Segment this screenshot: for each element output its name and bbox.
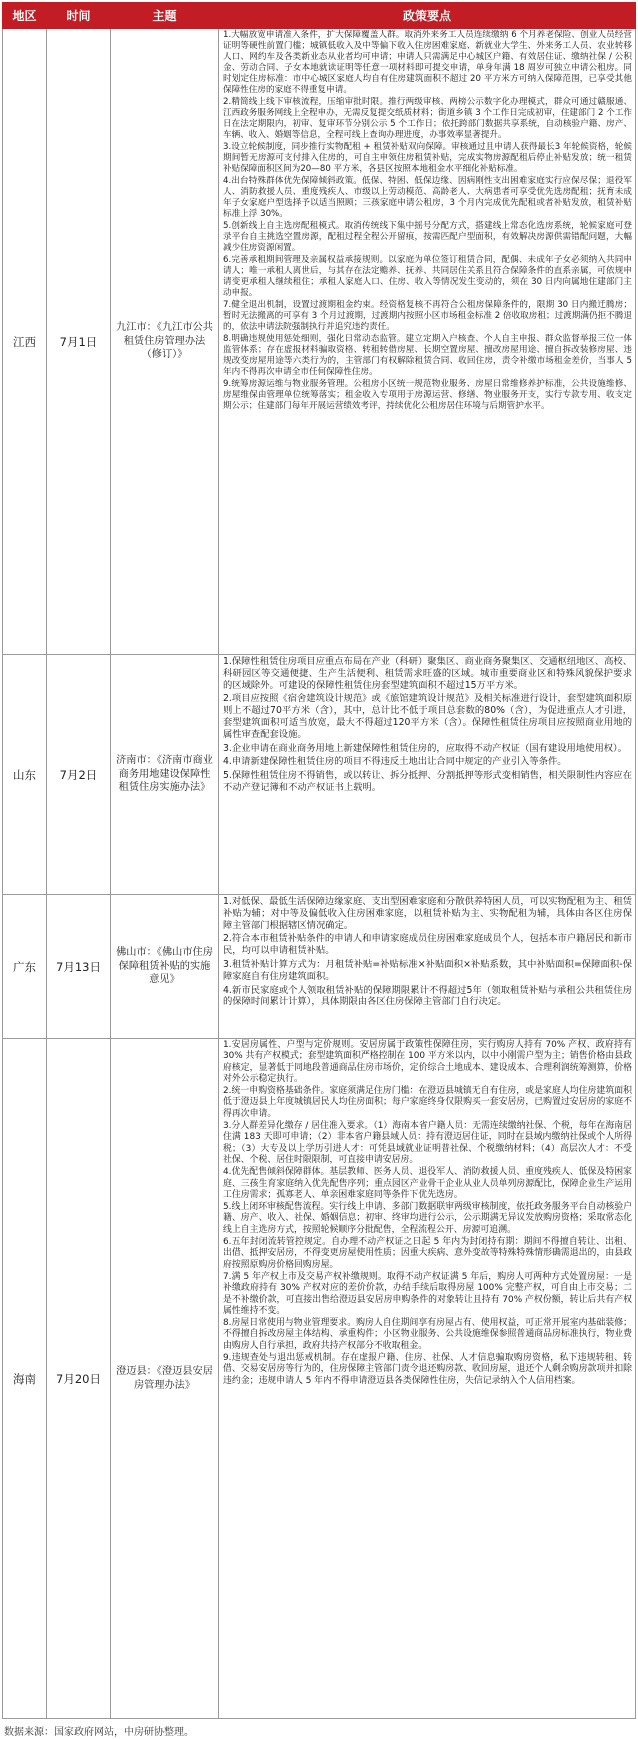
policy-point: 6.五年封闭流转管控规定。自办理不动产权证之日起 5 年内为封闭持有期：期间不得擅自转让、出租、出借、抵押安居房，不得变更房屋使用性质；因重大疾病、意外变故等特殊特殊情形确需退出的，由县政府按照原购房价格回购房屋。 — [223, 1237, 632, 1270]
table-row — [3, 29, 636, 655]
policy-point: 4.出台特殊群体优先保障倾斜政策。低保、特困、低保边缘、因病刚性支出困难家庭实行应保尽保；退役军人、消防救援人员、重度残疾人、市级以上劳动模范、高龄老人、大病患者可享受优先选房配租；抚育未成年子女家庭户型选择予以适当照顾；三孩家庭申请公租房，3 个月内完成优先配租或者补贴发放，租赁补贴标准上浮 30%。 — [223, 176, 632, 219]
policy-point: 9.统筹房源运维与物业服务管理。公租房小区统一规范物业服务、房屋日常维修养护标准，公共设施维修、房屋维保由管理单位统筹落实；租金收入专项用于房源运营、修缮、物业服务开支，实行专款专用、收支定期公示；住建部门每年开展运营绩效考评，持续优化公租房居住环境与后期管护水平。 — [223, 379, 632, 411]
policy-point: 2.精简线上线下审核流程，压缩审批时限。推行两级审核、两榜公示数字化办理模式，群众可通过赣服通、江西政务服务网线上全程申办，无需反复提交纸质材料；街道乡镇 3 个工作日完成初审，住建部门 2 个工作日在法定期限内，初审、复审环节分别公示 5 个工作日；依托跨部门数据共享系统，自动核验户籍、房产、车辆、收入、婚姻等信息，全程可线上查询办理进度，办事效率显著提升。 — [223, 97, 632, 140]
policy-point: 1.安居房属性、户型与定价规则。安居房属于政策性保障住房，实行购房人持有 70% 产权、政府持有 30% 共有产权模式；套型建筑面积严格控制在 100 平方米以内，以中小刚需户型为主；销售价格由县政府核定，显著低于同地段普通商品住房市场价，定价综合土地成本、建设成本、合理利润统筹测算，价格对外公示稳定执行。 — [223, 1040, 632, 1084]
policy-point: 7.满 5 年产权上市及交易产权补缴规则。取得不动产权证满 5 年后，购房人可两种方式处置房屋：一是补缴政府持有 30% 产权对应的差价价款，办结手续后取得房屋 100% 完整产权，可自由上市交易；二是不补缴价款，可直接出售给澄迈县安居房申购条件的对象转让且持有 70% 产权份额，转让后共有产权属性维持不变。 — [223, 1271, 632, 1316]
policy-point: 1.保障性租赁住房项目应重点布局在产业（科研）聚集区、商业商务聚集区、交通枢纽地区、高校、科研园区等交通便捷、生产生活便利、租赁需求旺盛的区域。城市重要商业区和特殊风貌保护要求的区域除外。可建设的保障性租赁住房套型建筑面积不超过15万平方米。 — [223, 656, 632, 691]
date-cell: 7月1日 — [47, 29, 111, 655]
policy-point: 8.明确违规使用惩处细则，强化日常动态监管。建立定期入户核查、个人自主申报、群众监督举报三位一体监管体系；存在虚报材料骗取资格、转租转借房屋、长期空置房屋、擅改房屋用途、擅自拆改装修房屋、违规改变房屋用途等六类行为的，主管部门有权解除租赁合同、收回住房，责令补缴市场租金差价，当事人 5 年内不得再次申请全市任何保障性住房。 — [223, 334, 632, 377]
policy-point: 2.符合本市租赁补贴条件的申请人和申请家庭成员住房困难家庭成员个人，包括本市户籍居民和新市民，均可以申请租赁补贴。 — [223, 933, 632, 957]
policy-point: 5.保障性租赁住房不得销售，或以转让、拆分抵押、分割抵押等形式变相销售，相关限制性内容应在不动产登记簿和不动产权证书上载明。 — [223, 770, 632, 793]
table-row — [3, 895, 636, 1039]
points-cell — [219, 655, 636, 895]
policy-point: 3.设立轮候制度，同步推行实物配租 + 租赁补贴双向保障。审核通过且申请人获得最长3 年轮候资格，轮候期间暂无房源可支付排入住房的，可自主申领住房租赁补贴，完成实物房源配租后停止补贴发放；统一租赁补贴保障面积区间为20—80 平方米，各县区按照本地租金水平细化补贴标准。 — [223, 142, 632, 174]
policy-point: 5.线上闭环审核配售流程。实行线上申请、多部门数据联审两级审核制度，依托政务服务平台自动核验户籍、房产、收入、社保、婚姻信息；初审、终审均进行公示，公示期满无异议发放购房资格；采取常态化线上自主选房方式，按照轮候顺序分批配售，全程流程公开、房源可追溯。 — [223, 1202, 632, 1235]
policy-point: 7.健全退出机制，设置过渡期租金约束。经资格复核不再符合公租房保障条件的，限期 30 日内搬迁腾房；暂时无法搬离的可享有 3 个月过渡期，过渡期内按照小区市场租金标准 2 倍收取房租；过渡期满仍拒不腾退的，依法申请法院强制执行并追究违约责任。 — [223, 300, 632, 332]
points-cell — [219, 895, 636, 1039]
header-points: 政策要点 — [219, 3, 636, 29]
topic-cell: 澄迈县：《澄迈县安居房管理办法》 — [111, 1039, 219, 1719]
header-region: 地区 — [3, 3, 47, 29]
region-cell: 广东 — [3, 895, 47, 1039]
points-cell — [219, 29, 636, 655]
topic-cell: 九江市：《九江市公共租赁住房管理办法（修订）》 — [111, 29, 219, 655]
policy-point: 4.申请新建保障性租赁住房的项目不得违反土地出让合同中规定的产业引入等条件。 — [223, 756, 567, 768]
policy-table — [2, 2, 636, 1719]
date-cell: 7月13日 — [47, 895, 111, 1039]
policy-point: 5.创新线上自主选房配租模式。取消传统线下集中摇号分配方式，搭建线上常态化选房系统，轮候家庭可登录平台自主挑选空置房源，配租过程全程公开留痕，按需匹配户型面积，有效解决房源供需错配问题，大幅减少住房资源闲置。 — [223, 221, 632, 253]
policy-point: 6.完善承租期间管理及亲属权益承接规则。以家庭为单位签订租赁合同，配偶、未成年子女必须纳入共同申请人；唯一承租人离世后，与其存在法定赡养、抚养、共同居住关系且符合保障条件的直系亲属，可依规申请变更承租人继续租住；承租人家庭人口、住房、收入等情况发生变动的，须在 30 日内向属地住建部门主动申报。 — [223, 255, 632, 298]
points-cell — [219, 1039, 636, 1719]
policy-point: 1.大幅放宽申请准入条件，扩大保障覆盖人群。取消外来务工人员连续缴纳 6 个月养老保险、创业人员经营证明等硬性前置门槛；城镇低收入及中等偏下收入住房困难家庭、新就业大学生、外来务工人员、农业转移人口、网约车及各类新业态从业者均可申请；申请人只需满足中心城区户籍、有效居住证、缴纳社保 / 公积金、劳动合同、子女本地就读证明等任意一项材料即可提交申请，单身年满 18 周岁可独立申请公租房。同时划定住房标准：市中心城区家庭人均自有住房建筑面积不超过 20 平方米方可纳入保障范围，已享受其他保障性住房的家庭不得重复申请。 — [223, 30, 632, 95]
date-cell: 7月2日 — [47, 655, 111, 895]
policy-point: 3.租赁补贴计算方式为：月租赁补贴=补贴标准×补贴面积×补贴系数，其中补贴面积=保障面积-保障家庭自有住房建筑面积。 — [223, 958, 632, 982]
region-cell: 海南 — [3, 1039, 47, 1719]
header-row — [3, 3, 636, 29]
policy-point: 3.分人群差异化缴存 / 居住准入要求。（1）海南本省户籍人员：无需连续缴纳社保、个税，每年在海南居住满 183 天即可申请；（2）非本省户籍县域人员：持有澄迈居住证，同时在县域内缴纳社保或个人所得税；（3）大专及以上学历引进人才：可凭县域就业证明普社保、个税缴纳材料；（4）高层次人才：不受社保、个税、居住时限限制，可直接申请安居房。 — [223, 1121, 632, 1165]
region-cell: 山东 — [3, 655, 47, 895]
policy-point: 8.房屋日常使用与物业管理要求。购房人自住期间享有房屋占有、使用权益，可正常开展室内基础装修；不得擅自拆改房屋主体结构、承重构件；小区物业服务、公共设施维保参照普通商品房标准执行，物业费由购房人自行承担，政府共持产权部分不收取租金。 — [223, 1318, 632, 1351]
table-row — [3, 655, 636, 895]
source-note: 数据来源：国家政府网站，中房研协整理。 — [4, 1727, 194, 1738]
region-cell: 江西 — [3, 29, 47, 655]
policy-point: 4.新市民家庭或个人领取租赁补贴的保障期限累计不得超过5年（领取租赁补贴与承租公共租赁住房的保障时间累计计算），具体期限由各区住房保障主管部门自行决定。 — [223, 984, 632, 1008]
policy-point: 9.违规查处与退出惩戒机制。存在虚报户籍、住房、社保、人才信息骗取购房资格，私下违规转租、转借、交易安居房等行为的，住房保障主管部门责令退还购房款、收回房屋，退还个人剩余购房款项并扣除违约金；违规申请人 5 年内不得申请澄迈县各类保障性住房，失信记录纳入个人信用档案。 — [223, 1353, 632, 1386]
policy-point: 2.项目应按照《宿舍建筑设计规范》或《旅馆建筑设计规范》及相关标准进行设计，套型建筑面积原则上不超过70平方米（含），其中，总计比不低于项目总套数的80%（含），为促进重点人才引进，套型建筑面积可适当放宽，最大不得超过120平方米（含）。保障性租赁住房项目应按照商业用地的属性审查配套设施。 — [223, 693, 632, 740]
date-cell: 7月20日 — [47, 1039, 111, 1719]
policy-point: 2.统一申购资格基础条件。家庭须满足住房门槛：在澄迈县城镇无自有住房，或是家庭人均住房建筑面积低于澄迈县上年度城镇居民人均住房面积；每户家庭终身仅限购买一套安居房，已购置过安居房的家庭不得再次申请。 — [223, 1086, 632, 1119]
table-row — [3, 1039, 636, 1719]
policy-point: 1.对低保、最低生活保障边缘家庭、支出型困难家庭和分散供养特困人员，可以实物配租为主、租赁补贴为辅；对中等及偏低收入住房困难家庭，以租赁补贴为主、实物配租为辅，具体由各区住房保障主管部门根据辖区情况确定。 — [223, 896, 632, 931]
header-topic: 主题 — [111, 3, 219, 29]
topic-cell: 济南市：《济南市商业商务用地建设保障性租赁住房实施办法》 — [111, 655, 219, 895]
policy-point: 3.企业申请在商业商务用地上新建保障性租赁住房的，应取得不动产权证（国有建设用地使用权）。 — [223, 742, 627, 754]
policy-point: 4.优先配售倾斜保障群体。基层教师、医务人员、退役军人、消防救援人员、重度残疾人、低保及特困家庭、三孩生育家庭纳入优先配售序列；重点园区产业骨干企业从业人员单列房源配比，保障企业生产运用工住房需求；孤寡老人、单亲困难家庭同等条件下优先选房。 — [223, 1167, 632, 1200]
header-date: 时间 — [47, 3, 111, 29]
topic-cell: 佛山市：《佛山市住房保障租赁补贴的实施意见》 — [111, 895, 219, 1039]
